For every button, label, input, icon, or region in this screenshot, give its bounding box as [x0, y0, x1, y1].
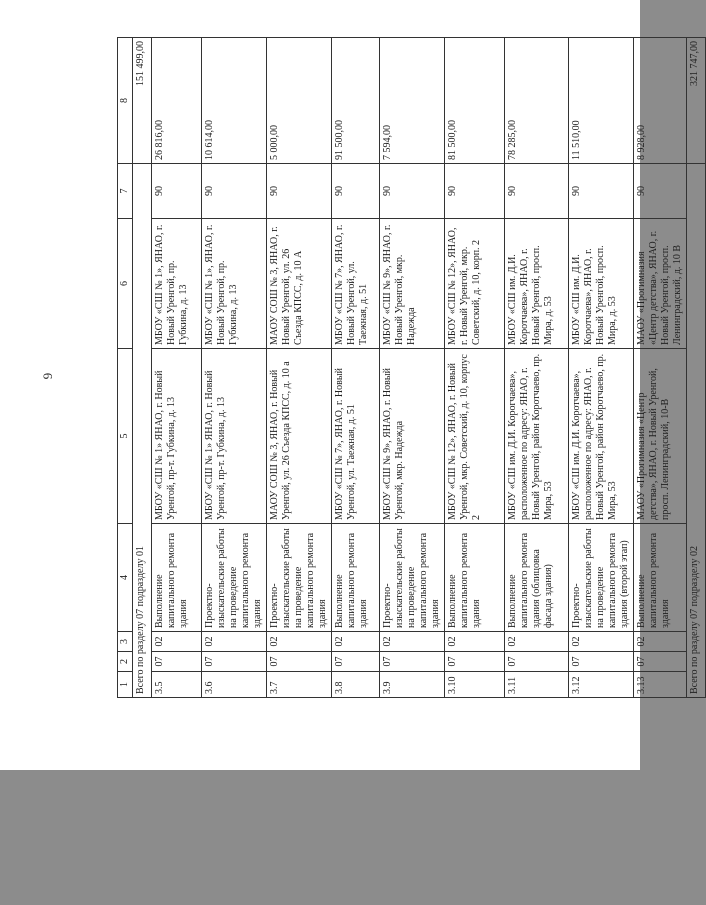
table-cell: Выполнение капитального ремонта здания	[634, 524, 687, 632]
total-row	[687, 38, 706, 698]
page-number: 6	[40, 372, 56, 380]
total-sum: 321 747,00	[687, 38, 706, 164]
table-row	[267, 38, 332, 698]
table-cell: 3.6	[202, 672, 267, 698]
header-cell: 1	[118, 672, 133, 698]
table-cell: 07	[505, 652, 569, 672]
table-cell: МБОУ «СШ № 1», ЯНАО, г. Новый Уренгой, пр. Губкина, д. 13	[202, 219, 267, 349]
table-cell: МАОУ СОШ № 3, ЯНАО, г. Новый Уренгой, ул. 26 Съезда КПСС, д. 10 А	[267, 219, 332, 349]
table-cell: 3.7	[267, 672, 332, 698]
table-cell: 90	[332, 164, 380, 219]
table-cell: МБОУ «СШ им. Д.И. Коротчаева», ЯНАО, г. Новый Уренгой, просп. Мира, д. 53	[505, 219, 569, 349]
table-cell: 90	[267, 164, 332, 219]
table-cell: МБОУ «СШ № 9», ЯНАО, г. Новый Уренгой, мкр. Надежда	[380, 349, 445, 524]
table-cell: Выполнение капитального ремонта здания	[152, 524, 202, 632]
table-cell: 91 500,00	[332, 38, 380, 164]
header-cell: 3	[118, 632, 133, 652]
table-row	[569, 38, 634, 698]
table-cell: Проектно-изыскательские работы на проведение капитального ремонта здания	[267, 524, 332, 632]
table-cell: 26 816,00	[152, 38, 202, 164]
table-cell: 5 000,00	[267, 38, 332, 164]
table-region	[117, 38, 700, 698]
table-cell: 11 510,00	[569, 38, 634, 164]
table-cell: МБОУ «СШ № 7», ЯНАО, г. Новый Уренгой, ул. Таежная, д. 51	[332, 219, 380, 349]
table-cell: МАОУ «Прогимназия «Центр детства», ЯНАО, г. Новый Уренгой, просп. Ленинградский, 10-В	[634, 349, 687, 524]
budget-table	[117, 37, 706, 698]
table-cell: 07	[332, 652, 380, 672]
header-cell: 5	[118, 349, 133, 524]
table-cell: 90	[380, 164, 445, 219]
table-cell: 02	[505, 632, 569, 652]
table-cell: 02	[634, 632, 687, 652]
table-cell: 81 500,00	[445, 38, 505, 164]
table-cell: 02	[445, 632, 505, 652]
total-label: Всего по разделу 07 подразделу 01	[133, 164, 152, 698]
table-cell: 3.10	[445, 672, 505, 698]
table-cell: 02	[332, 632, 380, 652]
table-cell: МБОУ «СШ им. Д.И. Коротчаева», расположенное по адресу: ЯНАО, г. Новый Уренгой, район Коротчаево, пр. Мира, 53	[569, 349, 634, 524]
table-cell: МБОУ «СШ им. Д.И. Коротчаева», ЯНАО, г. Новый Уренгой, просп. Мира, д. 53	[569, 219, 634, 349]
table-cell: 07	[634, 652, 687, 672]
table-row	[202, 38, 267, 698]
total-sum: 151 499,00	[133, 38, 152, 164]
total-label: Всего по разделу 07 подразделу 02	[687, 164, 706, 698]
table-cell: 07	[267, 652, 332, 672]
table-cell: 90	[152, 164, 202, 219]
total-row	[133, 38, 152, 698]
table-cell: МАОУ «Прогимназия «Центр детства», ЯНАО, г. Новый Уренгой, просп. Ленинградский, д. 10 В	[634, 219, 687, 349]
table-cell: 07	[380, 652, 445, 672]
table-cell: МБОУ «СШ № 1» ЯНАО, г. Новый Уренгой, пр-т. Губкина, д. 13	[202, 349, 267, 524]
table-cell: Проектно-изыскательские работы на проведение капитального ремонта здания (второй этап)	[569, 524, 634, 632]
table-cell: 90	[445, 164, 505, 219]
table-cell: МАОУ СОШ № 3, ЯНАО, г. Новый Уренгой, ул. 26 Съезда КПСС, д. 10 а	[267, 349, 332, 524]
header-cell: 6	[118, 219, 133, 349]
table-cell: МБОУ «СШ № 7», ЯНАО, г. Новый Уренгой, ул. Таежная, д. 51	[332, 349, 380, 524]
table-cell: 3.12	[569, 672, 634, 698]
table-cell: Проектно-изыскательские работы на проведение капитального ремонта здания	[202, 524, 267, 632]
table-cell: МБОУ «СШ № 1», ЯНАО, г. Новый Уренгой, пр. Губкина, д. 13	[152, 219, 202, 349]
table-cell: Выполнение капитального ремонта здания	[445, 524, 505, 632]
header-cell: 8	[118, 38, 133, 164]
table-cell: Выполнение капитального ремонта здания (облицовка фасада здания)	[505, 524, 569, 632]
table-cell: 90	[634, 164, 687, 219]
table-row	[152, 38, 202, 698]
table-cell: 90	[569, 164, 634, 219]
table-cell: 07	[569, 652, 634, 672]
table-cell: МБОУ «СШ № 9», ЯНАО, г. Новый Уренгой, мкр. Надежда	[380, 219, 445, 349]
table-cell: Выполнение капитального ремонта здания	[332, 524, 380, 632]
table-cell: Проектно-изыскательские работы на проведение капитального ремонта здания	[380, 524, 445, 632]
table-cell: 7 594,00	[380, 38, 445, 164]
table-cell: 90	[505, 164, 569, 219]
table-cell: МБОУ «СШ № 12», ЯНАО, г. Новый Уренгой, мкр. Советский, д. 10, корпус 2	[445, 349, 505, 524]
table-cell: 3.8	[332, 672, 380, 698]
table-cell: 07	[445, 652, 505, 672]
table-cell: 07	[202, 652, 267, 672]
table-cell: 02	[202, 632, 267, 652]
header-row	[118, 38, 133, 698]
table-cell: 07	[152, 652, 202, 672]
table-row	[380, 38, 445, 698]
header-cell: 7	[118, 164, 133, 219]
table-cell: 3.5	[152, 672, 202, 698]
table-row	[634, 38, 687, 698]
table-cell: МБОУ «СШ № 12», ЯНАО, г. Новый Уренгой, мкр. Советский, д. 10, корп. 2	[445, 219, 505, 349]
table-cell: 90	[202, 164, 267, 219]
table-cell: 78 285,00	[505, 38, 569, 164]
header-cell: 2	[118, 652, 133, 672]
table-row	[445, 38, 505, 698]
table-cell: 3.9	[380, 672, 445, 698]
table-cell: МБОУ «СШ им. Д.И. Корогчаева», расположенное по адресу: ЯНАО, г. Новый Уренгой, район Коротчаево, пр. Мира, 53	[505, 349, 569, 524]
table-row	[505, 38, 569, 698]
table-cell: 8 928,00	[634, 38, 687, 164]
table-cell: МБОУ «СШ № 1» ЯНАО, г. Новый Уренгой, пр-т. Губкина, д. 13	[152, 349, 202, 524]
table-cell: 02	[152, 632, 202, 652]
table-cell: 3.13	[634, 672, 687, 698]
table-cell: 02	[267, 632, 332, 652]
table-cell: 02	[380, 632, 445, 652]
table-cell: 02	[569, 632, 634, 652]
table-cell: 3.11	[505, 672, 569, 698]
table-row	[332, 38, 380, 698]
table-cell: 10 614,00	[202, 38, 267, 164]
header-cell: 4	[118, 524, 133, 632]
